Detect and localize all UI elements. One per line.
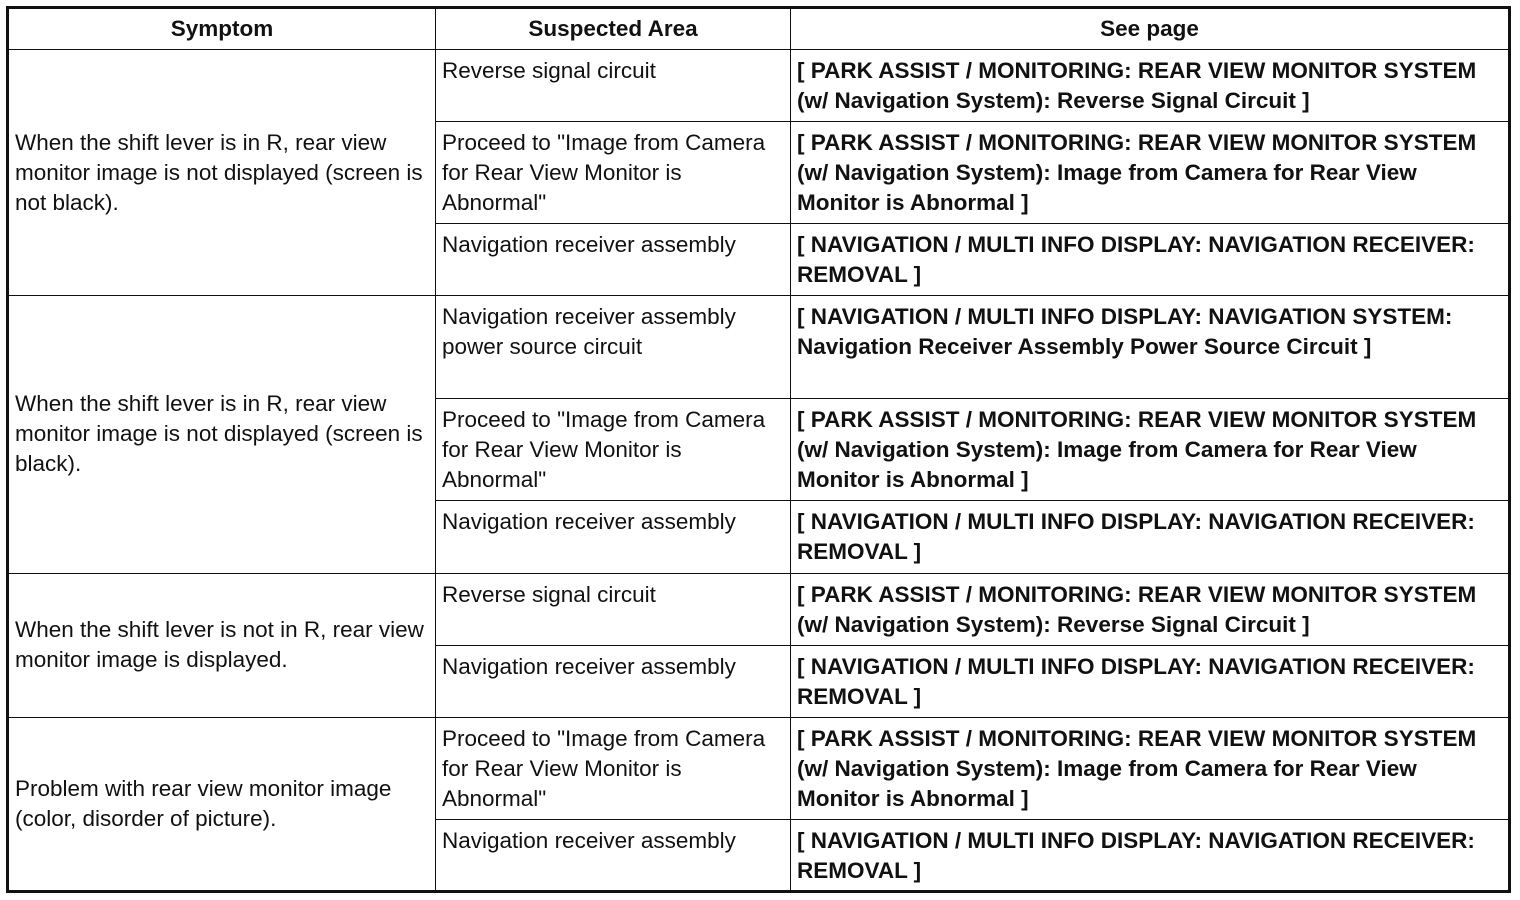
table-row <box>8 717 1510 819</box>
see-page-link[interactable]: [ PARK ASSIST / MONITORING: REAR VIEW MONITOR SYSTEM (w/ Navigation System): Reverse Signal Circuit ] <box>791 573 1510 645</box>
suspected-area-cell: Proceed to "Image from Camera for Rear View Monitor is Abnormal" <box>436 399 791 501</box>
suspected-area-cell: Navigation receiver assembly <box>436 501 791 573</box>
header-see-page: See page <box>791 8 1510 50</box>
see-page-link[interactable]: [ NAVIGATION / MULTI INFO DISPLAY: NAVIGATION RECEIVER: REMOVAL ] <box>791 819 1510 891</box>
table-row <box>8 50 1510 122</box>
suspected-area-cell: Navigation receiver assembly <box>436 224 791 296</box>
suspected-area-cell: Proceed to "Image from Camera for Rear View Monitor is Abnormal" <box>436 717 791 819</box>
see-page-link[interactable]: [ PARK ASSIST / MONITORING: REAR VIEW MONITOR SYSTEM (w/ Navigation System): Image from Camera for Rear View Monitor is Abnormal ] <box>791 717 1510 819</box>
header-suspected-area: Suspected Area <box>436 8 791 50</box>
see-page-link[interactable]: [ NAVIGATION / MULTI INFO DISPLAY: NAVIGATION RECEIVER: REMOVAL ] <box>791 501 1510 573</box>
table-row <box>8 296 1510 399</box>
suspected-area-cell: Proceed to "Image from Camera for Rear View Monitor is Abnormal" <box>436 122 791 224</box>
suspected-area-cell: Reverse signal circuit <box>436 50 791 122</box>
see-page-link[interactable]: [ PARK ASSIST / MONITORING: REAR VIEW MONITOR SYSTEM (w/ Navigation System): Image from Camera for Rear View Monitor is Abnormal ] <box>791 399 1510 501</box>
suspected-area-cell: Navigation receiver assembly power source circuit <box>436 296 791 399</box>
symptom-cell: When the shift lever is not in R, rear view monitor image is displayed. <box>8 573 436 717</box>
diagnosis-table <box>6 6 1511 893</box>
see-page-link[interactable]: [ PARK ASSIST / MONITORING: REAR VIEW MONITOR SYSTEM (w/ Navigation System): Reverse Signal Circuit ] <box>791 50 1510 122</box>
header-symptom: Symptom <box>8 8 436 50</box>
symptom-cell: When the shift lever is in R, rear view monitor image is not displayed (screen is black). <box>8 296 436 573</box>
suspected-area-cell: Navigation receiver assembly <box>436 645 791 717</box>
symptom-cell: When the shift lever is in R, rear view monitor image is not displayed (screen is not black). <box>8 50 436 296</box>
table-row <box>8 573 1510 645</box>
see-page-link[interactable]: [ PARK ASSIST / MONITORING: REAR VIEW MONITOR SYSTEM (w/ Navigation System): Image from Camera for Rear View Monitor is Abnormal ] <box>791 122 1510 224</box>
see-page-link[interactable]: [ NAVIGATION / MULTI INFO DISPLAY: NAVIGATION SYSTEM: Navigation Receiver Assembly Power Source Circuit ] <box>791 296 1510 399</box>
suspected-area-cell: Navigation receiver assembly <box>436 819 791 891</box>
see-page-link[interactable]: [ NAVIGATION / MULTI INFO DISPLAY: NAVIGATION RECEIVER: REMOVAL ] <box>791 645 1510 717</box>
see-page-link[interactable]: [ NAVIGATION / MULTI INFO DISPLAY: NAVIGATION RECEIVER: REMOVAL ] <box>791 224 1510 296</box>
symptom-cell: Problem with rear view monitor image (color, disorder of picture). <box>8 717 436 891</box>
suspected-area-cell: Reverse signal circuit <box>436 573 791 645</box>
header-row <box>8 8 1510 50</box>
